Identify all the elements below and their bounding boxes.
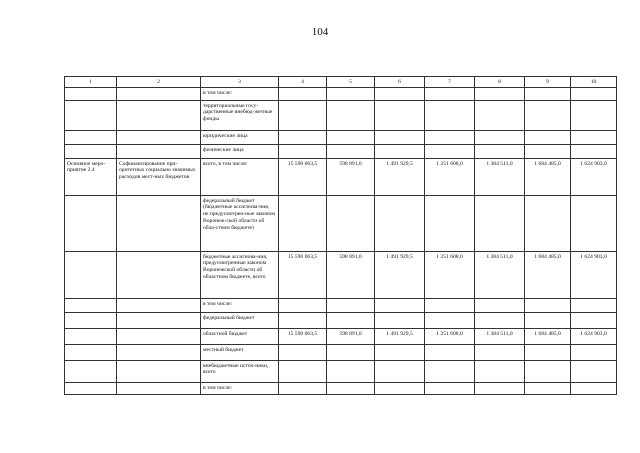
amount-cell [279,101,327,131]
amount-cell [279,88,327,101]
label-cell [117,361,201,383]
label-cell [65,196,117,252]
label-cell: всего, в том числе: [201,159,279,196]
table-row [65,145,617,159]
amount-cell: 1 384 511,0 [475,252,525,299]
budget-table [64,76,617,395]
amount-cell [571,145,617,159]
table-row [65,131,617,145]
amount-cell [475,88,525,101]
table-row [65,88,617,101]
amount-cell [375,313,425,329]
amount-cell [327,313,375,329]
label-cell [117,145,201,159]
amount-cell [571,299,617,313]
amount-cell [327,88,375,101]
amount-cell [425,383,475,395]
label-cell [117,131,201,145]
amount-cell [375,196,425,252]
label-cell [117,345,201,361]
label-cell [65,299,117,313]
column-header: 10 [571,77,617,88]
amount-cell [475,131,525,145]
table-row [65,313,617,329]
amount-cell [475,101,525,131]
amount-cell: 1 491 929,5 [375,329,425,345]
amount-cell [571,101,617,131]
column-header: 2 [117,77,201,88]
amount-cell: 598 891,0 [327,252,375,299]
label-cell: в том числе: [201,299,279,313]
label-cell [65,101,117,131]
amount-cell [279,345,327,361]
amount-cell [571,88,617,101]
label-cell [65,361,117,383]
amount-cell: 1 251 608,0 [425,159,475,196]
column-header: 1 [65,77,117,88]
label-cell [65,131,117,145]
table-row [65,196,617,252]
amount-cell [327,345,375,361]
amount-cell: 1 684 485,0 [525,159,571,196]
label-cell: местный бюджет [201,345,279,361]
amount-cell [425,101,475,131]
amount-cell [327,383,375,395]
amount-cell [279,361,327,383]
amount-cell [375,131,425,145]
column-header: 3 [201,77,279,88]
label-cell: Основное меро-приятие 2.4 [65,159,117,196]
amount-cell [525,88,571,101]
amount-cell [525,383,571,395]
amount-cell [279,145,327,159]
table-row [65,299,617,313]
amount-cell [375,345,425,361]
amount-cell [327,299,375,313]
label-cell: в том числе: [201,383,279,395]
amount-cell [327,131,375,145]
label-cell: федеральный бюджет (бюджетные ассигнова-ния, не предусмотрен-ные законом Воронеж-ской области об обла-стном бюджете) [201,196,279,252]
amount-cell [425,131,475,145]
amount-cell [525,313,571,329]
amount-cell: 1 491 929,5 [375,159,425,196]
label-cell: юридические лица [201,131,279,145]
amount-cell [375,299,425,313]
label-cell [117,383,201,395]
label-cell: внебюджетные источ-ники, всего [201,361,279,383]
amount-cell [475,361,525,383]
column-header: 5 [327,77,375,88]
amount-cell: 1 384 511,0 [475,329,525,345]
amount-cell [279,299,327,313]
table-row [65,383,617,395]
label-cell: бюджетные ассигнова-ния, предусмотренные законом Воронежской области об областном бюджете, всего [201,252,279,299]
label-cell [65,88,117,101]
label-cell: Софинансирование при-оритетных социально значимых расходов мест-ных бюджетов [117,159,201,196]
label-cell [65,313,117,329]
amount-cell [327,361,375,383]
amount-cell: 598 891,0 [327,159,375,196]
amount-cell [375,101,425,131]
amount-cell [525,361,571,383]
column-header: 7 [425,77,475,88]
amount-cell: 15 590 063,5 [279,159,327,196]
amount-cell [525,101,571,131]
amount-cell [475,196,525,252]
amount-cell [525,299,571,313]
amount-cell [279,383,327,395]
amount-cell: 1 251 608,0 [425,252,475,299]
table-row [65,159,617,196]
label-cell: территориальные госу-дарственные внебюд-жетные фонды [201,101,279,131]
column-header: 6 [375,77,425,88]
table-row [65,345,617,361]
label-cell [117,299,201,313]
table-row [65,361,617,383]
amount-cell: 1 684 485,0 [525,252,571,299]
amount-cell: 1 624 903,0 [571,329,617,345]
amount-cell: 1 251 608,0 [425,329,475,345]
amount-cell [279,196,327,252]
amount-cell [525,196,571,252]
amount-cell [279,313,327,329]
amount-cell [425,313,475,329]
amount-cell [571,313,617,329]
amount-cell [571,383,617,395]
amount-cell [425,88,475,101]
amount-cell: 1 624 903,0 [571,252,617,299]
amount-cell [475,313,525,329]
table-header-row [65,77,617,88]
amount-cell [425,345,475,361]
amount-cell: 1 684 485,0 [525,329,571,345]
label-cell: областной бюджет [201,329,279,345]
amount-cell [475,299,525,313]
amount-cell [571,196,617,252]
amount-cell: 1 384 511,0 [475,159,525,196]
label-cell: физические лица [201,145,279,159]
label-cell [117,88,201,101]
table-row [65,329,617,345]
amount-cell [279,131,327,145]
amount-cell: 1 491 929,5 [375,252,425,299]
label-cell [65,383,117,395]
amount-cell [571,131,617,145]
amount-cell [327,101,375,131]
amount-cell [475,145,525,159]
amount-cell: 598 891,0 [327,329,375,345]
column-header: 4 [279,77,327,88]
label-cell [65,345,117,361]
amount-cell [327,196,375,252]
amount-cell [525,145,571,159]
label-cell [65,145,117,159]
amount-cell [425,361,475,383]
label-cell [65,252,117,299]
label-cell [117,196,201,252]
column-header: 9 [525,77,571,88]
amount-cell [375,88,425,101]
column-header: 8 [475,77,525,88]
label-cell [117,313,201,329]
amount-cell [375,145,425,159]
amount-cell: 15 590 063,5 [279,252,327,299]
amount-cell [475,383,525,395]
amount-cell [375,383,425,395]
amount-cell [425,196,475,252]
amount-cell: 1 624 903,0 [571,159,617,196]
table-row [65,252,617,299]
label-cell: в том числе: [201,88,279,101]
amount-cell: 15 590 063,5 [279,329,327,345]
page-number: 104 [311,26,329,38]
amount-cell [425,145,475,159]
amount-cell [475,345,525,361]
amount-cell [571,345,617,361]
label-cell [65,329,117,345]
label-cell [117,329,201,345]
label-cell [117,252,201,299]
label-cell: федеральный бюджет [201,313,279,329]
table-row [65,101,617,131]
amount-cell [525,345,571,361]
amount-cell [525,131,571,145]
amount-cell [375,361,425,383]
label-cell [117,101,201,131]
amount-cell [571,361,617,383]
amount-cell [425,299,475,313]
amount-cell [327,145,375,159]
